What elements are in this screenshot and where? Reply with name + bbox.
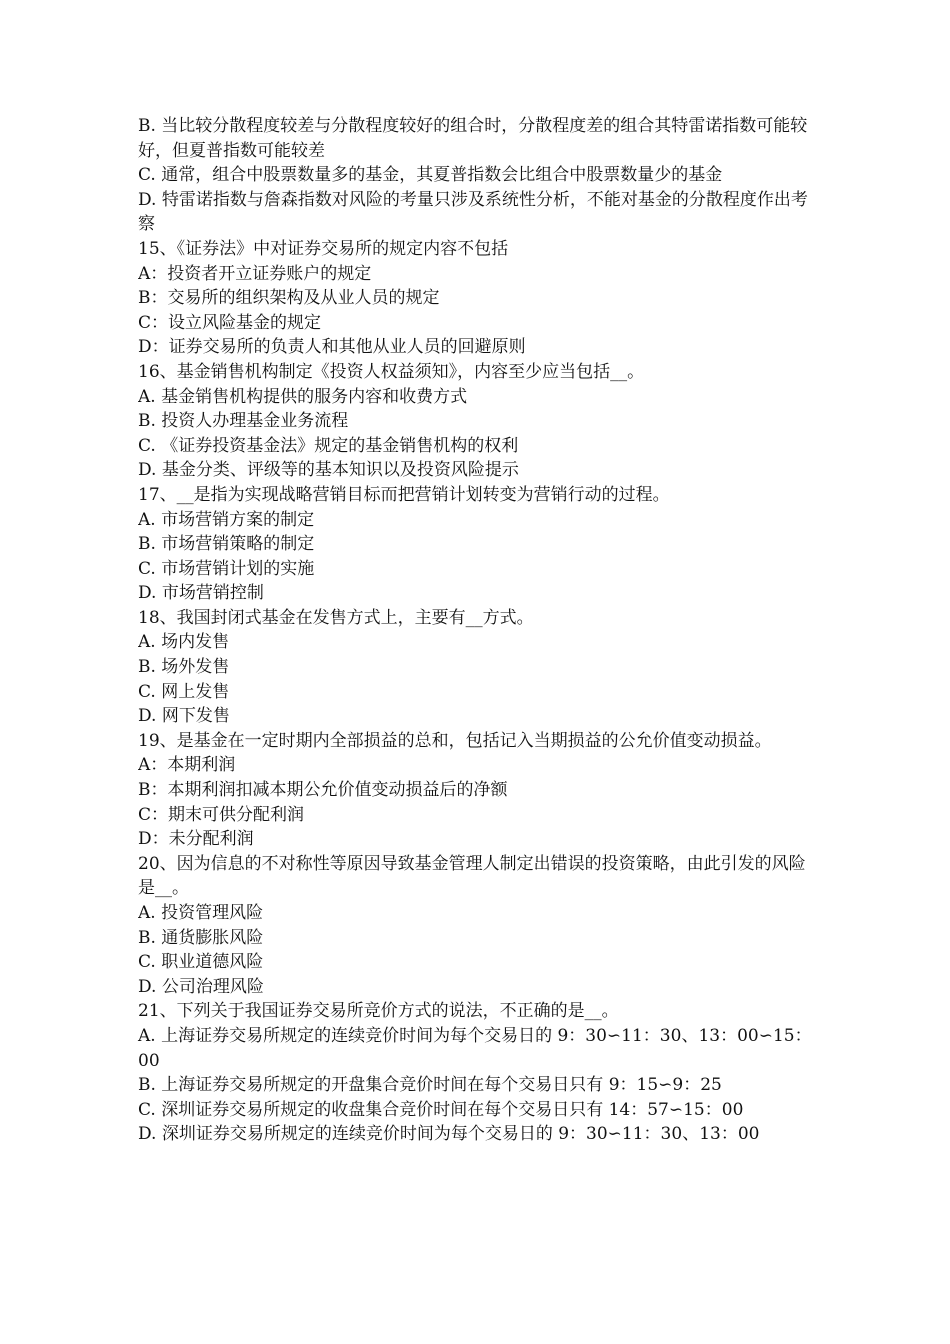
question-20-option-c: C. 职业道德风险 — [138, 952, 264, 973]
question-16-option-b: B. 投资人办理基金业务流程 — [138, 411, 349, 432]
question-19-option-c: C：期末可供分配利润 — [138, 804, 305, 825]
question-21-option-d: D. 深圳证券交易所规定的连续竞价时间为每个交易日的 9：30∽11：30、13：00 — [138, 1124, 760, 1145]
question-15-option-c: C：设立风险基金的规定 — [138, 312, 322, 333]
option-c-stock-count: C. 通常，组合中股票数量多的基金，其夏普指数会比组合中股票数量少的基金 — [138, 165, 723, 186]
question-19-option-d: D：未分配利润 — [138, 829, 254, 850]
question-19: 19、是基金在一定时期内全部损益的总和，包括记入当期损益的公允价值变动损益。 — [138, 730, 772, 751]
question-18-option-b: B. 场外发售 — [138, 657, 230, 678]
question-20-option-b: B. 通货膨胀风险 — [138, 927, 264, 948]
question-18-option-c: C. 网上发售 — [138, 681, 230, 702]
question-18-option-d: D. 网下发售 — [138, 706, 230, 727]
question-16: 16、基金销售机构制定《投资人权益须知》，内容至少应当包括__。 — [138, 361, 645, 382]
question-20-option-d: D. 公司治理风险 — [138, 976, 264, 997]
question-19-option-b: B：本期利润扣减本期公允价值变动损益后的净额 — [138, 780, 508, 801]
document-page — [138, 114, 814, 1147]
question-20: 20、因为信息的不对称性等原因导致基金管理人制定出错误的投资策略，由此引发的风险是__。 — [138, 853, 806, 899]
question-16-option-d: D. 基金分类、评级等的基本知识以及投资风险提示 — [138, 460, 519, 481]
option-b-sharpe-treynor: B. 当比较分散程度较差与分散程度较好的组合时，分散程度差的组合其特雷诺指数可能较好，但夏普指数可能较差 — [138, 116, 808, 161]
question-20-option-a: A. 投资管理风险 — [138, 903, 264, 923]
question-15-option-d: D：证券交易所的负责人和其他从业人员的回避原则 — [138, 337, 526, 358]
question-16-option-c: C. 《证券投资基金法》规定的基金销售机构的权利 — [138, 435, 519, 456]
question-17-option-b: B. 市场营销策略的制定 — [138, 534, 315, 555]
question-21-option-b: B. 上海证券交易所规定的开盘集合竞价时间在每个交易日只有 9：15∽9：25 — [138, 1075, 722, 1096]
option-d-treynor-jensen: D. 特雷诺指数与詹森指数对风险的考量只涉及系统性分析，不能对基金的分散程度作出考察 — [138, 189, 808, 235]
question-17: 17、__是指为实现战略营销目标而把营销计划转变为营销行动的过程。 — [138, 484, 670, 505]
question-16-option-a: A. 基金销售机构提供的服务内容和收费方式 — [138, 386, 468, 407]
question-15-option-b: B：交易所的组织架构及从业人员的规定 — [138, 288, 440, 309]
question-21-option-a: A. 上海证券交易所规定的连续竞价时间为每个交易日的 9：30∽11：30、13：00∽15：00 — [138, 1025, 812, 1071]
question-15-option-a: A：投资者开立证券账户的规定 — [138, 263, 372, 284]
question-21-option-c: C. 深圳证券交易所规定的收盘集合竞价时间在每个交易日只有 14：57∽15：00 — [138, 1099, 744, 1120]
question-17-option-d: D. 市场营销控制 — [138, 583, 264, 604]
question-15: 15、《证券法》中对证券交易所的规定内容不包括 — [138, 238, 509, 259]
question-21: 21、下列关于我国证券交易所竞价方式的说法，不正确的是__。 — [138, 1001, 619, 1022]
question-18: 18、我国封闭式基金在发售方式上，主要有__方式。 — [138, 607, 534, 628]
question-17-option-c: C. 市场营销计划的实施 — [138, 558, 315, 579]
question-18-option-a: A. 场内发售 — [138, 632, 230, 653]
question-19-option-a: A：本期利润 — [138, 755, 236, 776]
question-17-option-a: A. 市场营销方案的制定 — [138, 509, 315, 530]
